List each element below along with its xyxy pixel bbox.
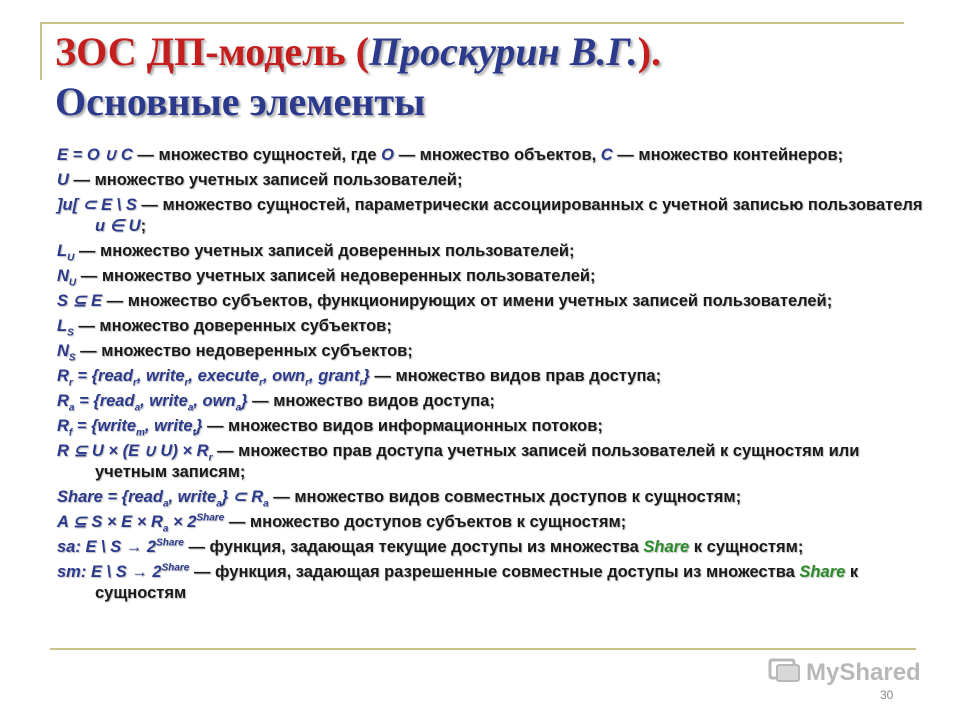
slide-subtitle: Основные элементы bbox=[55, 79, 426, 124]
top-rule bbox=[40, 22, 904, 24]
list-item: $R_r$ = {read$_r$, write$_r$, execute$_r$, own$_r$, grant$_r$} — множество видов прав доступа; bbox=[57, 367, 662, 389]
list-item: A ⊆ $S \times E \times R_a \times 2^{Share}$ — множество доступов субъектов к сущностям; bbox=[57, 512, 627, 535]
slide-title: ЗОС ДП-модель (Проскурин В.Г.). bbox=[55, 29, 662, 74]
left-rule bbox=[40, 22, 42, 80]
list-item: $N_U$ — множество учетных записей недоверенных пользователей; bbox=[57, 267, 596, 289]
list-item: R ⊆ U × (E ∪ $U) \times R_r$ — множество прав доступа учетных записей пользователей к сущностям или учетным записям; bbox=[57, 442, 860, 481]
logo-text: MyShared bbox=[806, 658, 921, 686]
myshared-logo bbox=[768, 656, 921, 689]
page-number: 30 bbox=[880, 688, 894, 702]
list-item: sa: E \ $S \to 2^{Share}$ — функция, задающая текущие доступы из множества Share к сущностям; bbox=[57, 537, 804, 556]
list-item: $L_U$ — множество учетных записей доверенных пользователей; bbox=[57, 242, 575, 264]
list-item: sm: E \ $S \to 2^{Share}$ — функция, задающая разрешенные совместные доступы из множества Share к сущностям bbox=[57, 562, 859, 602]
list-item: $L_S$ — множество доверенных субъектов; bbox=[57, 317, 392, 339]
list-item: $R_a$ = {read$_a$, write$_a$, own$_a$} — множество видов доступа; bbox=[57, 392, 495, 414]
bottom-rule bbox=[50, 648, 916, 650]
definitions-list bbox=[57, 145, 927, 608]
myshared-logo-icon bbox=[768, 656, 802, 689]
list-item: $N_S$ — множество недоверенных субъектов; bbox=[57, 342, 413, 364]
list-item: U — множество учетных записей пользователей; bbox=[57, 171, 463, 189]
list-item: E = O ∪ C — множество сущностей, где O — множество объектов, C — множество контейнеров; bbox=[57, 146, 844, 164]
list-item: $R_f$ = {write$_m$, write$_t$} — множество видов информационных потоков; bbox=[57, 417, 603, 439]
list-item: S ⊆ E — множество субъектов, функционирующих от имени учетных записей пользователей; bbox=[57, 292, 833, 310]
list-item: ]u[ ⊂ E \ S — множество сущностей, параметрически ассоциированных с учетной записью пользователя u ∈ U; bbox=[57, 196, 923, 235]
list-item: Share = {read$_a$, write$_a$} ⊂ $R_a$ — множество видов совместных доступов к сущностям; bbox=[57, 488, 742, 510]
